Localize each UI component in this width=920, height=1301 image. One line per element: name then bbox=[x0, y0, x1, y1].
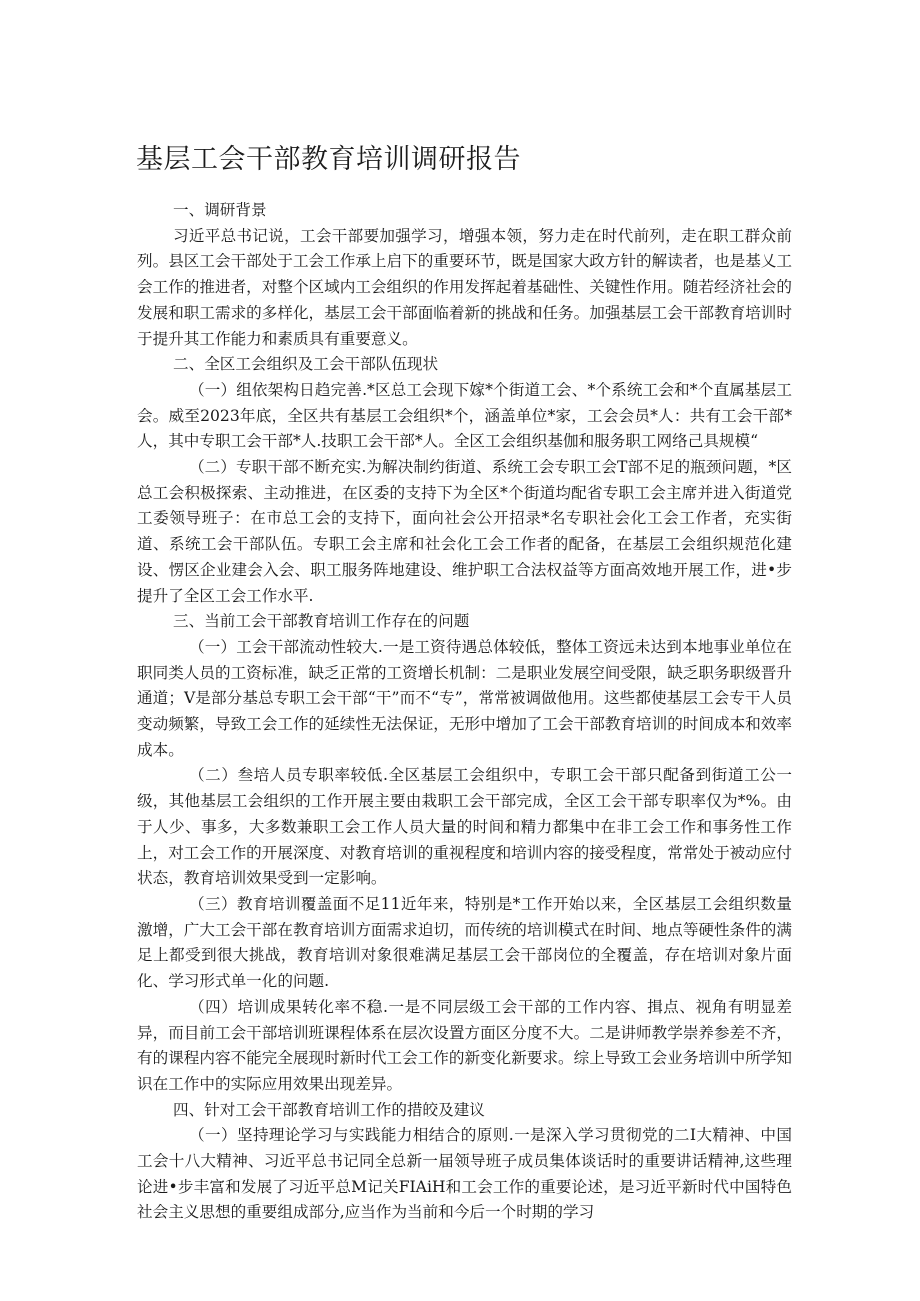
document-body bbox=[137, 198, 792, 1226]
document-title: 基层工会干部教育培训调研报告 bbox=[136, 144, 521, 175]
body-paragraph: 习近平总书记说，工会干部要加强学习，增强本领，努力走在时代前列，走在职工群众前列。县区工会干部处于工会工作承上启下的重要环节，既是国家大政方针的解读者，也是基乂工会工作的推进者，对整个区域内工会组织的作用发挥起着基础性、关键性作用。随若经济社会的发展和职工需求的多样化，基层工会干部面临着新的挑战和任务。加强基层工会干部教育培训时于提升其工作能力和素质具有重要意义。 bbox=[137, 226, 792, 348]
section-heading: 三、当前工会干部教育培训工作存在的问题 bbox=[173, 612, 470, 631]
subsection-paragraph: （二）叁培人员专职率较低.全区基层工会组织中，专职工会干部只配备到街道工公一级，其他基层工会组织的工作开展主要由栽职工会干部完成，全区工会干部专职率仅为*%。由于人少、事多，大多数兼职工会工作人员大量的时间和精力都集中在非工会工作和事务性工作上，对工会工作的开展深度、对教育培训的重视程度和培训内容的接受程度，常常处于被动应付状态，教育培训效果受到一定影响。 bbox=[137, 766, 792, 888]
subsection-paragraph: （一）工会干部流动性较大.一是工资待遇总体较低，整体工资远未达到本地事业单位在职同类人员的工资标准，缺乏正常的工资增长机制：二是职业发展空间受限，缺乏职务职级晋升通道；V是部分基总专职工会干部“干”而不“专”，常常被调做他用。这些都使基层工会专干人员变动频繁，导致工会工作的延续性无法保证，无形中增加了工会干部教育培训的时间成本和效率成本。 bbox=[137, 637, 792, 759]
subsection-paragraph: （三）教育培训覆盖面不足11近年来，特别是*工作开始以来，全区基层工会组织数量激增，广大工会干部在教育培训方面需求迫切，而传统的培训模式在时间、地点等硬性条件的满足上都受到很大挑战，教育培训对象很难满足基层工会干部岗位的全覆盖，存在培训对象片面化、学习形式单一化的问题. bbox=[137, 894, 792, 991]
subsection-paragraph: （四）培训成果转化率不稳.一是不同层级工会干部的工作内容、揖点、视角有明显差异，而目前工会干部培训班课程体系在层次设置方面区分度不大。二是讲师教学崇养参差不齐，有的课程内容不能完全展现时新时代工会工作的新变化新要求。综上导致工会业务培训中所学知识在工作中的实际应用效果出现差异。 bbox=[137, 997, 792, 1093]
section-heading: 二、全区工会组织及工会干部队伍现状 bbox=[173, 355, 439, 374]
section-heading: 一、调研背景 bbox=[173, 201, 267, 219]
section-heading: 四、针对工会干部教育培训工作的措皎及建议 bbox=[173, 1100, 485, 1119]
subsection-paragraph: （一）坚持理论学习与实践能力相结合的原则.一是深入学习贯彻党的二I大精神、中国工会十八大精神、习近平总书记同全总新一届领导班子成员集体谈话时的重要讲话精神,这些理论进•步丰富和发展了习近平总M记关FIAiH和工会工作的重要论述，是习近平新时代中国特色社会主义思想的重要组成部分,应当作为当前和今后一个时期的学习 bbox=[137, 1126, 792, 1222]
subsection-paragraph: （一）组依架构日趋完善.*区总工会现下嫁*个街道工会、*个系统工会和*个直属基层工会。威至2023年底，全区共有基层工会组织*个，涵盖单位*家，工会会员*人：共有工会干部*人，其中专职工会干部*人.技职工会干部*人。全区工会组织基伽和服务职工网络己具规模“ bbox=[137, 380, 792, 451]
subsection-paragraph: （二）专职干部不断充实.为解决制约街道、系统工会专职工会T部不足的瓶颈问题，*区总工会积极探索、主动推进，在区委的支持下为全区*个街道均配省专职工会主席并进入街道党工委领导班子：在市总工会的支持下，面向社会公开招录*名专职社会化工会工作者，充实街道、系统工会干部队伍。专职工会主席和社会化工会工作者的配备，在基层工会组织规范化建设、愣区企业建会入会、职工服务阵地建设、维护职工合法权益等方面高效地开展工作，进•步提升了全区工会工作水平. bbox=[137, 458, 792, 605]
